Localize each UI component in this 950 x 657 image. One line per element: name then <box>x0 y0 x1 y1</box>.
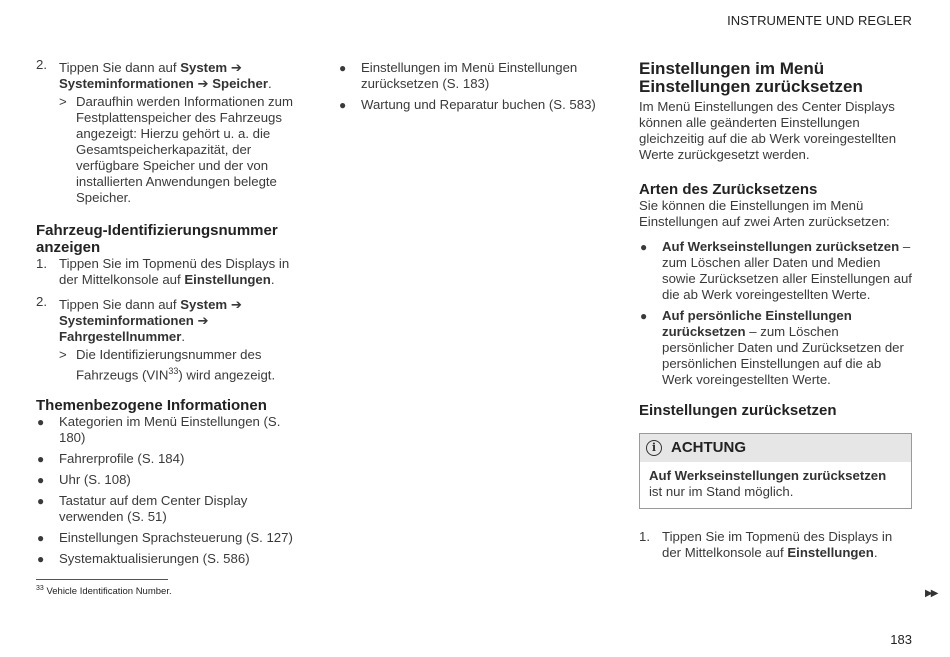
list-item[interactable]: ● Fahrerprofile (S. 184) <box>37 451 185 467</box>
intro-text: Im Menü Einstellungen des Center Displays können alle geänderten Einstellungen gleichzeitig auf die ab Werk voreingestellten Werte zurückgesetzt werden. <box>639 99 897 162</box>
arrow-right-icon: ➔ <box>230 297 242 312</box>
warning-box <box>639 433 912 509</box>
list-item[interactable]: ● Uhr (S. 108) <box>37 472 131 488</box>
double-triangle-right-icon: ▶▶ <box>925 588 937 599</box>
page-number: 183 <box>890 632 912 647</box>
result-marker: > <box>59 94 67 109</box>
step-result <box>59 94 306 206</box>
menu-fahrgestellnummer: Fahrgestellnummer <box>59 329 182 344</box>
list-item[interactable]: ● Wartung und Reparatur buchen (S. 583) <box>339 97 596 112</box>
column-middle <box>338 60 613 118</box>
info-circle-icon: i <box>646 440 662 456</box>
warning-body: Auf Werkseinstellungen zurücksetzen ist nur im Stand möglich. <box>649 468 887 499</box>
heading-arten: Arten des Zurücksetzens <box>639 181 818 198</box>
step-number: 1. <box>36 256 47 271</box>
menu-einstellungen: Einstellungen <box>184 272 271 287</box>
menu-system: System <box>180 60 228 75</box>
step-number: 1. <box>639 529 650 544</box>
result-text: Daraufhin werden Informationen zum Festplattenspeicher des Fahrzeugs angezeigt: Hierzu gehört u. a. die Gesamtspeicherkapazität, der verfügbare Speicher und der von installierten Anwendungen belegte Speicher. <box>76 94 293 205</box>
list-item[interactable]: ● Systemaktualisierungen (S. 586) <box>37 551 250 567</box>
menu-systeminformationen: Systeminformationen <box>59 313 194 328</box>
vin-step-1: 1. Tippen Sie im Topmenü des Displays in der Mittelkonsole auf Einstellungen. <box>36 256 290 287</box>
arrow-right-icon: ➔ <box>197 313 209 328</box>
bullet-icon: ● <box>339 98 347 112</box>
footnote-divider <box>36 579 168 580</box>
bullet-icon: ● <box>37 494 45 509</box>
bullet-icon: ● <box>640 240 648 254</box>
reset-step-1: 1. Tippen Sie im Topmenü des Displays in der Mittelkonsole auf Einstellungen. <box>639 529 893 560</box>
result-marker: > <box>59 347 67 362</box>
menu-einstellungen: Einstellungen <box>787 545 874 560</box>
list-item[interactable]: ● Einstellungen im Menü Einstellungen zurücksetzen (S. 183) <box>339 60 578 91</box>
step-number: 2. <box>36 294 47 309</box>
bullet-icon: ● <box>37 531 45 546</box>
section-title: Einstellungen im Menü Einstellungen zurücksetzen <box>639 59 863 96</box>
step-number: 2. <box>36 57 47 72</box>
footnote: $^{33}$ Vehicle Identification Number. <box>36 585 172 598</box>
arrow-right-icon: ➔ <box>197 76 209 91</box>
step-2-storage: 2. Tippen Sie dann auf System ➔ Systeminformationen ➔ Speicher. > Daraufhin werden Informationen zum Festplattenspeicher des Fahrzeugs angezeigt: Hierzu gehört u. a. die Gesamtspeicherkapazität, der verfügbare Speicher und der von installierten Anwendungen belegte Speicher. <box>36 60 306 206</box>
step-result <box>59 347 306 383</box>
arten-text: Sie können die Einstellungen im Menü Einstellungen auf zwei Arten zurücksetzen: <box>639 198 890 229</box>
menu-system: System <box>180 297 228 312</box>
list-item[interactable]: ● Tastatur auf dem Center Display verwenden (S. 51) <box>37 493 248 525</box>
list-item: ● Auf persönliche Einstellungen zurücksetzen – zum Löschen persönlicher Daten und Zurücksetzen der persönlichen Einstellungen auf die ab Werk voreingestellten Werte. <box>640 308 904 387</box>
bullet-icon: ● <box>339 61 347 75</box>
column-left <box>36 57 306 572</box>
vin-step-2: 2. Tippen Sie dann auf System ➔ Systeminformationen ➔ Fahrgestellnummer. > Die Identifizierungsnummer des Fahrzeugs (VIN$^{33}$) wird angezeigt. <box>36 297 306 383</box>
heading-vin: Fahrzeug-Identifizierungsnummer anzeigen <box>36 222 278 256</box>
reset-options-list <box>639 239 912 388</box>
result-text-post: ) wird angezeigt. <box>178 367 276 383</box>
warning-header <box>640 434 911 462</box>
heading-related: Themenbezogene Informationen <box>36 397 267 415</box>
list-item: ● Auf Werkseinstellungen zurücksetzen – zum Löschen aller Daten und Medien sowie Zurücksetzen aller Einstellungen auf die ab Werk voreingestellten Werte. <box>640 239 912 302</box>
arrow-right-icon: ➔ <box>230 60 242 75</box>
heading-reset: Einstellungen zurücksetzen <box>639 402 837 419</box>
warning-title: ACHTUNG <box>671 439 746 456</box>
menu-speicher: Speicher <box>212 76 268 91</box>
section-header: INSTRUMENTE UND REGLER <box>727 13 912 28</box>
list-item[interactable]: ● Kategorien im Menü Einstellungen (S. 180) <box>37 414 281 446</box>
step-text: Tippen Sie dann auf <box>59 297 181 312</box>
step-text: Tippen Sie dann auf <box>59 60 181 75</box>
bullet-icon: ● <box>37 415 45 430</box>
bullet-icon: ● <box>37 473 45 488</box>
footnote-ref: 33 <box>168 366 179 376</box>
related-list <box>36 414 306 567</box>
bullet-icon: ● <box>640 309 648 323</box>
step-text: Tippen Sie im Topmenü des Displays in der Mittelkonsole auf <box>59 256 290 287</box>
list-item[interactable]: ● Einstellungen Sprachsteuerung (S. 127) <box>37 530 293 546</box>
column-right <box>639 60 912 563</box>
menu-systeminformationen: Systeminformationen <box>59 76 194 91</box>
bullet-icon: ● <box>37 552 45 567</box>
bullet-icon: ● <box>37 452 45 467</box>
step-text: Tippen Sie im Topmenü des Displays in der Mittelkonsole auf <box>662 529 893 560</box>
result-text-pre: Die Identifizierungsnummer des Fahrzeugs (VIN <box>76 347 262 383</box>
